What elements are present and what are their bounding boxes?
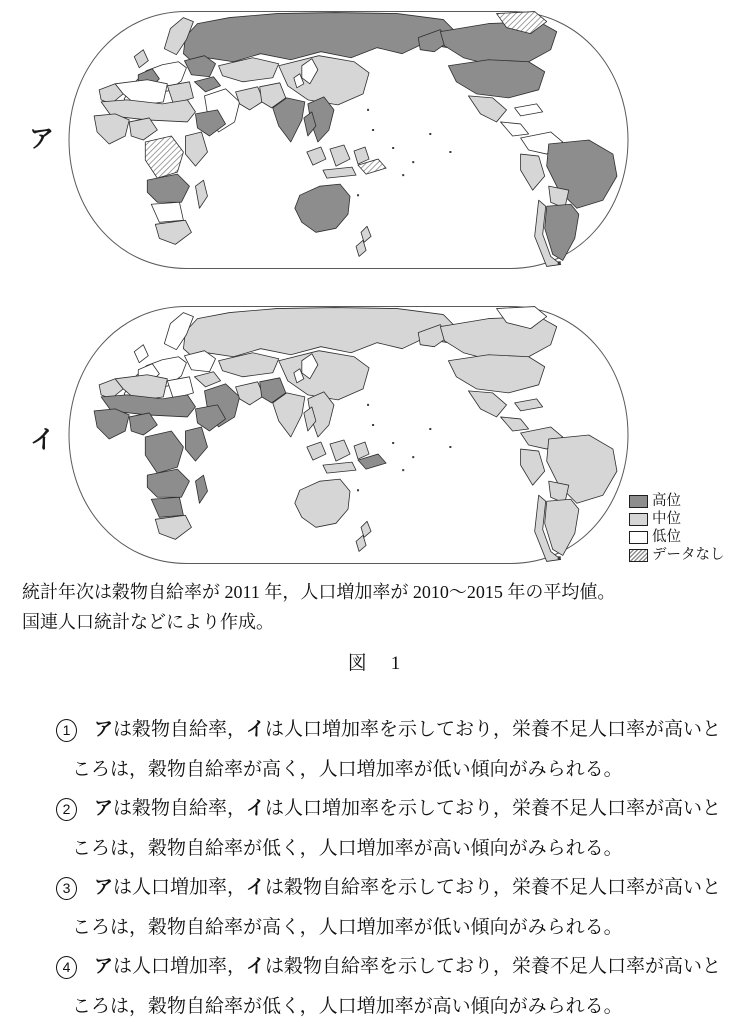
option-2-map-ref: ア <box>94 798 114 819</box>
option-2 <box>62 789 734 868</box>
world-map-i-choropleth <box>66 303 631 567</box>
option-2-map-ref: イ <box>246 798 266 819</box>
option-1 <box>62 710 734 789</box>
map-i-label: イ <box>30 426 56 454</box>
option-3-segment: ころは，穀物自給率が高く，人口増加率が低い傾向がみられる。 <box>72 916 623 938</box>
option-4 <box>62 947 734 1026</box>
legend-swatch-mid <box>629 513 648 526</box>
source-note <box>22 577 722 637</box>
option-2-number: 2 <box>56 798 77 821</box>
option-2-segment: は人口増加率を示しており，栄養不足人口率が高いと <box>265 798 722 819</box>
option-1-text <box>72 710 734 789</box>
option-4-map-ref: ア <box>94 956 114 977</box>
legend-swatch-high <box>629 495 648 508</box>
option-3-segment: は人口増加率， <box>113 877 247 898</box>
option-4-segment: は人口増加率， <box>113 956 247 977</box>
option-3-map-ref: イ <box>246 877 266 898</box>
world-map-a-choropleth <box>66 8 631 272</box>
legend-item-low <box>629 528 725 546</box>
figure-caption <box>0 648 748 675</box>
option-4-map-ref: イ <box>246 956 266 977</box>
option-2-segment: は穀物自給率， <box>113 798 247 819</box>
legend-label-nodata: データなし <box>652 547 725 563</box>
option-1-segment: は穀物自給率， <box>113 719 247 740</box>
legend-swatch-low <box>629 531 648 544</box>
option-1-segment: は人口増加率を示しており，栄養不足人口率が高いと <box>265 719 722 740</box>
option-3-text <box>72 868 734 947</box>
option-3-segment: は穀物自給率を示しており，栄養不足人口率が高いと <box>265 877 722 898</box>
option-3-map-ref: ア <box>94 877 114 898</box>
legend-label-high: 高位 <box>652 493 681 509</box>
figure-caption-number: 1 <box>390 653 401 674</box>
option-3-number: 3 <box>56 877 77 900</box>
option-3 <box>62 868 734 947</box>
map-legend <box>629 492 725 564</box>
option-4-text <box>72 947 734 1026</box>
figure-caption-label: 図 <box>347 653 367 674</box>
option-1-map-ref: イ <box>246 719 266 740</box>
option-4-number: 4 <box>56 956 77 979</box>
option-1-segment: ころは，穀物自給率が高く，人口増加率が低い傾向がみられる。 <box>72 758 623 780</box>
legend-item-mid <box>629 510 725 528</box>
legend-swatch-nodata <box>629 549 648 562</box>
answer-options <box>0 710 748 1026</box>
option-1-number: 1 <box>56 719 77 742</box>
legend-label-low: 低位 <box>652 529 681 545</box>
option-4-segment: は穀物自給率を示しており，栄養不足人口率が高いと <box>265 956 722 977</box>
option-4-segment: ころは，穀物自給率が低く，人口増加率が高い傾向がみられる。 <box>72 995 623 1017</box>
legend-item-nodata <box>629 546 725 564</box>
legend-item-high <box>629 492 725 510</box>
source-note-line1: 統計年次は穀物自給率が 2011 年，人口増加率が 2010〜2015 年の平均値。 <box>22 582 616 602</box>
option-2-segment: ころは，穀物自給率が低く，人口増加率が高い傾向がみられる。 <box>72 837 623 859</box>
source-note-line2: 国連人口統計などにより作成。 <box>22 612 274 632</box>
option-2-text <box>72 789 734 868</box>
option-1-map-ref: ア <box>94 719 114 740</box>
legend-label-mid: 中位 <box>652 511 681 527</box>
map-a-label: ア <box>29 125 55 153</box>
